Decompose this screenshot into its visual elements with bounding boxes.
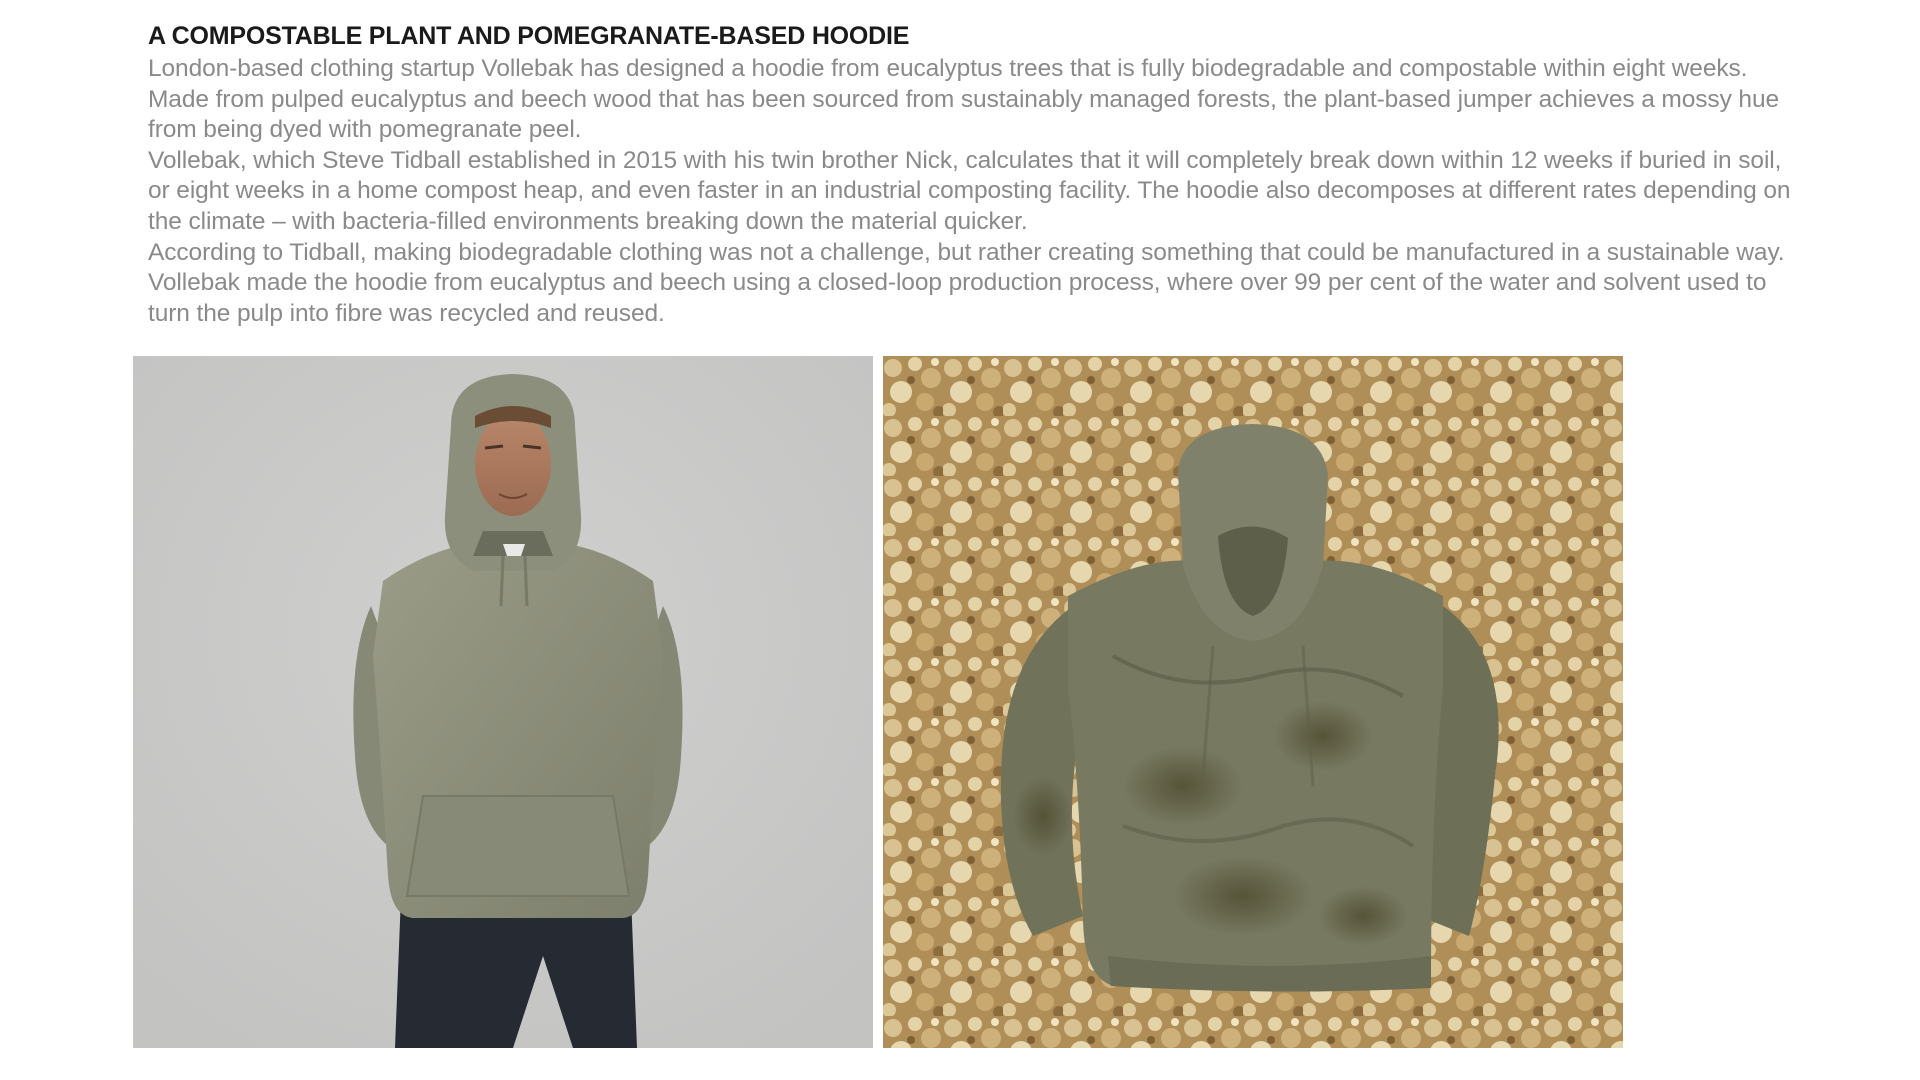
article-paragraph-2: Vollebak, which Steve Tidball established in 2015 with his twin brother Nick, calculates that it will completely break down within 12 weeks if buried in soil, or eight weeks in a home compost heap, and even faster in an industrial composting facility. The hoodie also decomposes at different rates depending on the climate – with bacteria-filled environments breaking down the material quicker. <box>148 146 1791 235</box>
article-paragraph-1: London-based clothing startup Vollebak has designed a hoodie from eucalyptus trees that is fully biodegradable and compostable within eight weeks. Made from pulped eucalyptus and beech wood that has been sourced from sustainably managed forests, the plant-based jumper achieves a mossy hue from being dyed with pomegranate peel. <box>148 55 1779 144</box>
model-hoodie-photo <box>133 356 873 1048</box>
article-heading: A COMPOSTABLE PLANT AND POMEGRANATE-BASED HOODIE <box>148 22 910 50</box>
article-paragraph-3: According to Tidball, making biodegradable clothing was not a challenge, but rather creating something that could be manufactured in a sustainable way. Vollebak made the hoodie from eucalyptus and beech using a closed-loop production process, where over 99 per cent of the water and solvent used to turn the pulp into fibre was recycled and reused. <box>148 238 1785 327</box>
decomposing-hoodie-photo <box>883 356 1623 1048</box>
article-text <box>148 18 1808 329</box>
